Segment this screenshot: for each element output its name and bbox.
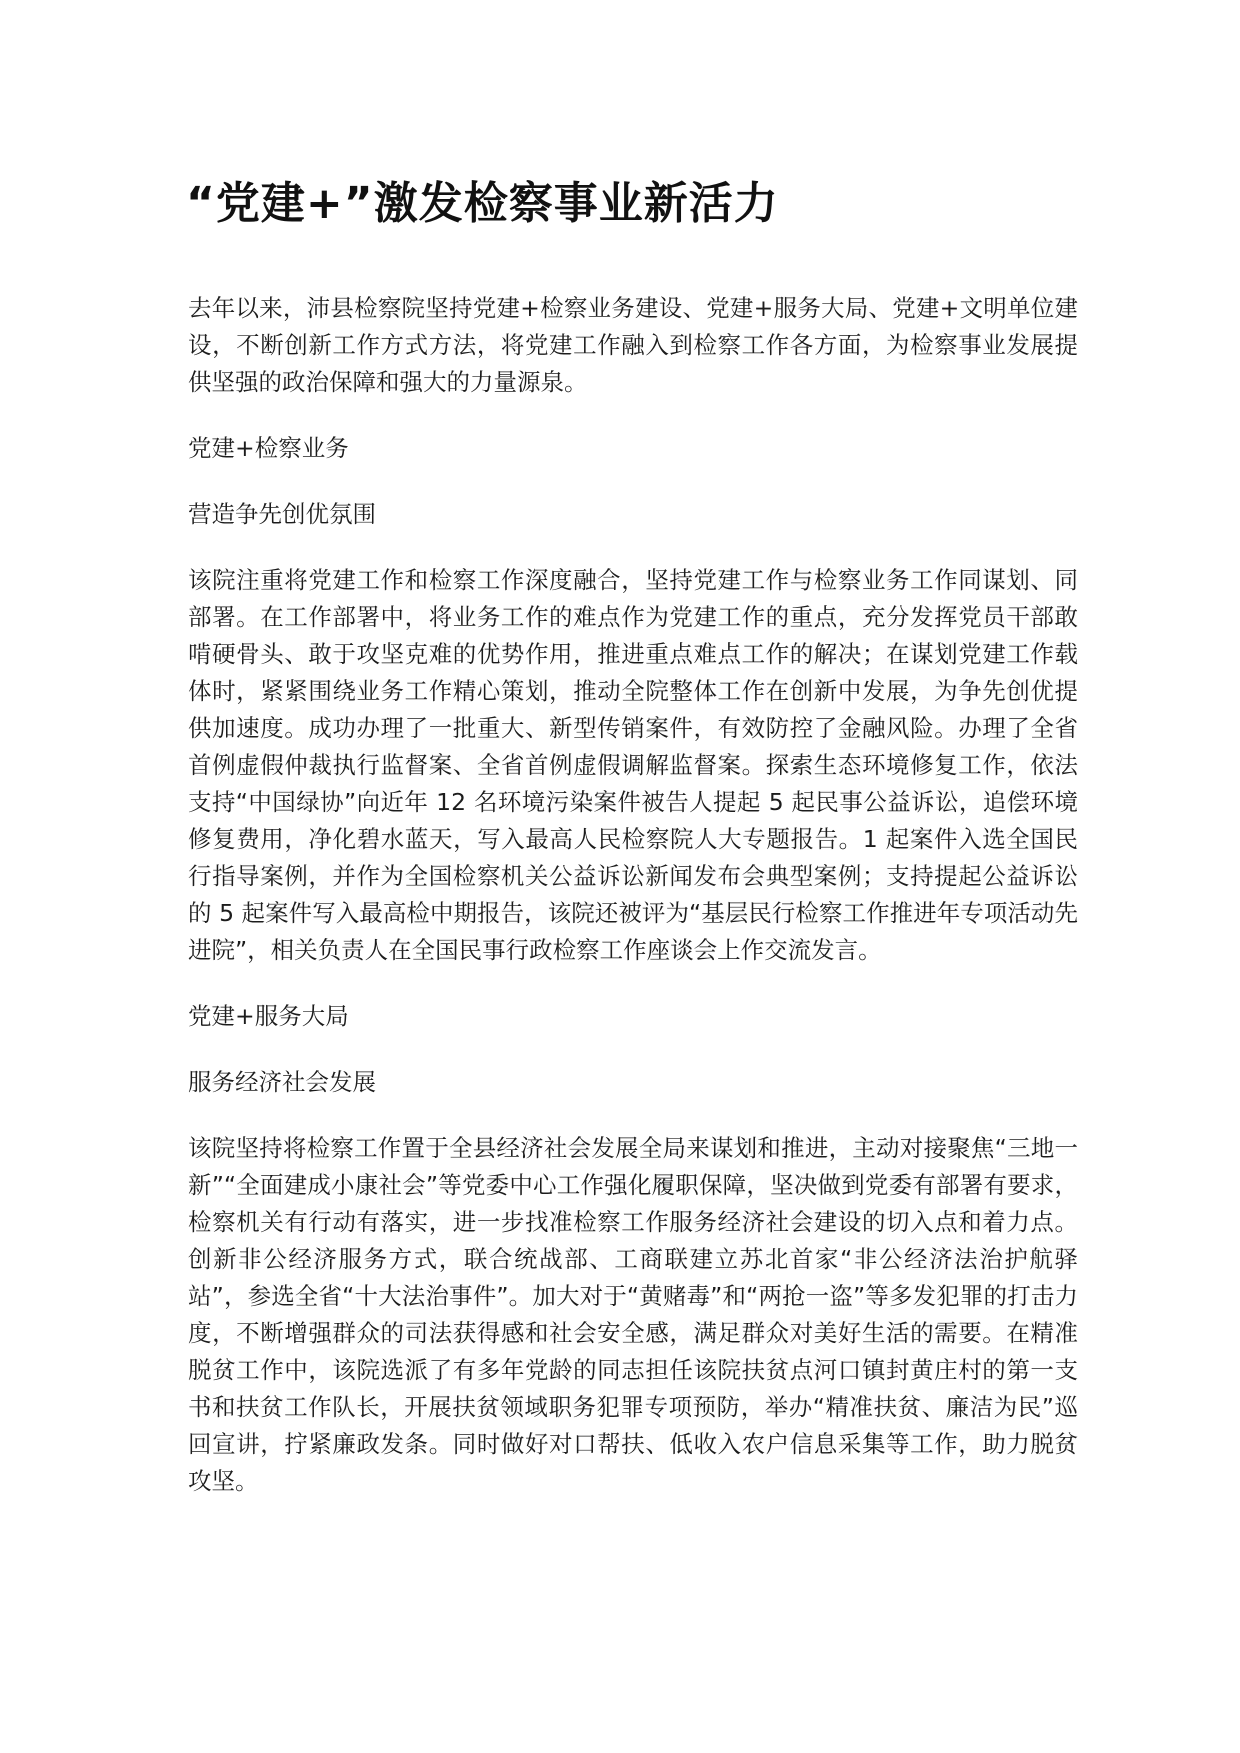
article-body: [188, 290, 1078, 1500]
article-title: “党建+”激发检察事业新活力: [186, 178, 779, 229]
section-heading-procuratorial: 党建+检察业务: [188, 434, 349, 462]
section-subheading-service: 服务经济社会发展: [188, 1068, 376, 1096]
section-heading-service: 党建+服务大局: [188, 1002, 349, 1030]
section-body-procuratorial: 该院注重将党建工作和检察工作深度融合，坚持党建工作与检察业务工作同谋划、同部署。在工作部署中，将业务工作的难点作为党建工作的重点，充分发挥党员干部敢啃硬骨头、敢于攻坚克难的优势作用，推进重点难点工作的解决；在谋划党建工作载体时，紧紧围绕业务工作精心策划，推动全院整体工作在创新中发展，为争先创优提供加速度。成功办理了一批重大、新型传销案件，有效防控了金融风险。办理了全省首例虚假仲裁执行监督案、全省首例虚假调解监督案。探索生态环境修复工作，依法支持“中国绿协”向近年 12 名环境污染案件被告人提起 5 起民事公益诉讼，追偿环境修复费用，净化碧水蓝天，写入最高人民检察院人大专题报告。1 起案件入选全国民行指导案例，并作为全国检察机关公益诉讼新闻发布会典型案例；支持提起公益诉讼的 5 起案件写入最高检中期报告，该院还被评为“基层民行检察工作推进年专项活动先进院”，相关负责人在全国民事行政检察工作座谈会上作交流发言。: [188, 566, 1078, 964]
intro-paragraph: 去年以来，沛县检察院坚持党建+检察业务建设、党建+服务大局、党建+文明单位建设，不断创新工作方式方法，将党建工作融入到检察工作各方面，为检察事业发展提供坚强的政治保障和强大的力量源泉。: [188, 294, 1078, 396]
section-subheading-procuratorial: 营造争先创优氛围: [188, 500, 376, 528]
section-body-service: 该院坚持将检察工作置于全县经济社会发展全局来谋划和推进，主动对接聚焦“三地一新”“全面建成小康社会”等党委中心工作强化履职保障，坚决做到党委有部署有要求，检察机关有行动有落实，进一步找准检察工作服务经济社会建设的切入点和着力点。创新非公经济服务方式，联合统战部、工商联建立苏北首家“非公经济法治护航驿站”，参选全省“十大法治事件”。加大对于“黄赌毒”和“两抢一盗”等多发犯罪的打击力度，不断增强群众的司法获得感和社会安全感，满足群众对美好生活的需要。在精准脱贫工作中，该院选派了有多年党龄的同志担任该院扶贫点河口镇封黄庄村的第一支书和扶贫工作队长，开展扶贫领域职务犯罪专项预防，举办“精准扶贫、廉洁为民”巡回宣讲，拧紧廉政发条。同时做好对口帮扶、低收入农户信息采集等工作，助力脱贫攻坚。: [188, 1134, 1078, 1495]
